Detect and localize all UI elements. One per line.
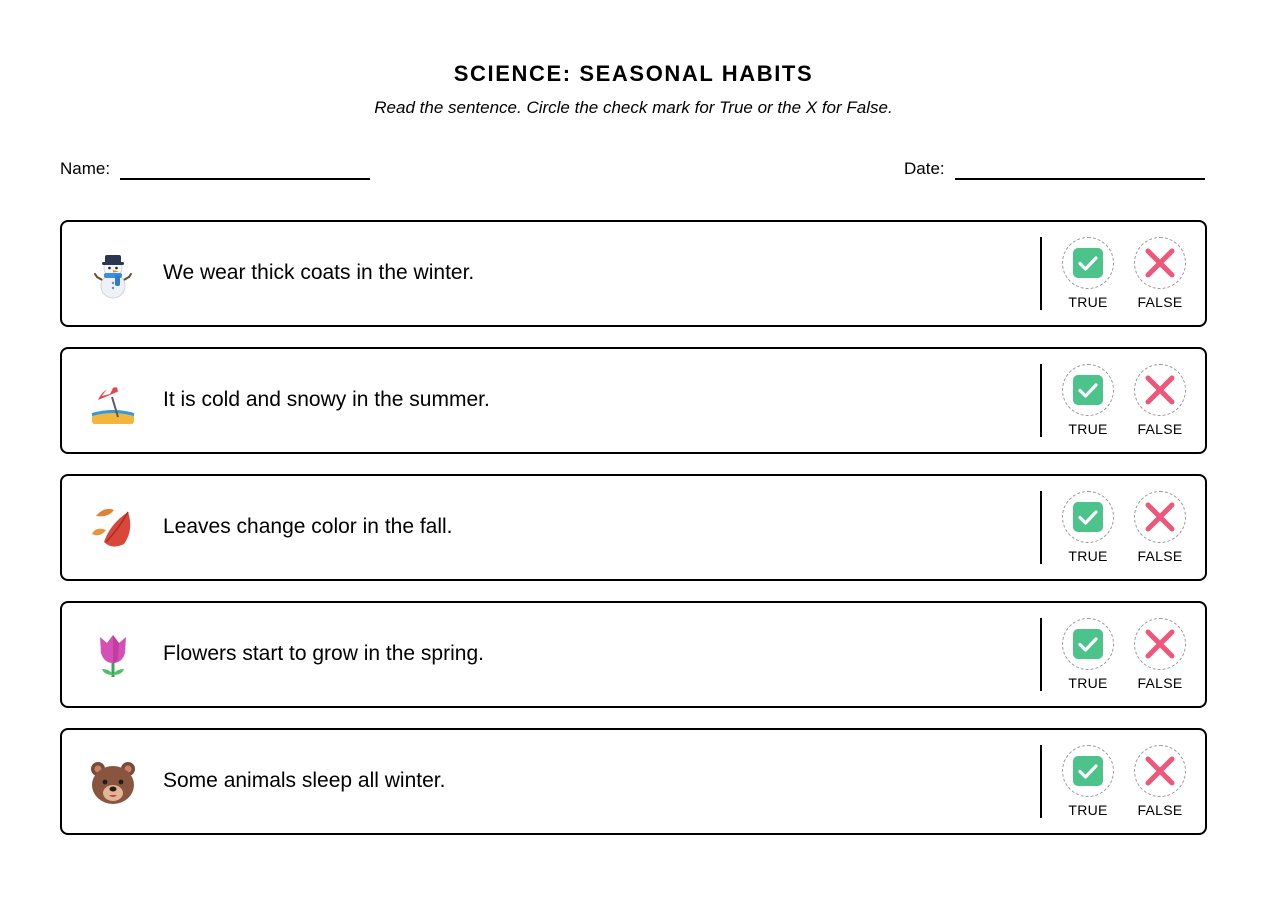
true-label: TRUE [1068,294,1108,310]
check-mark-icon [1072,628,1104,660]
x-mark-icon [1144,247,1176,279]
false-choice[interactable] [1133,491,1187,564]
false-label: FALSE [1137,294,1183,310]
false-answer-circle[interactable] [1134,745,1186,797]
false-label: FALSE [1137,675,1183,691]
true-answer-circle[interactable] [1062,745,1114,797]
name-label: Name: [60,159,111,178]
bear-face-icon [88,758,138,808]
tulip-icon [88,631,138,681]
snowman-icon [88,250,138,300]
x-mark-icon [1144,628,1176,660]
date-field[interactable] [904,158,1205,180]
true-label: TRUE [1068,802,1108,818]
true-choice[interactable] [1061,491,1115,564]
false-answer-circle[interactable] [1134,491,1186,543]
answer-divider [1040,237,1042,310]
false-answer-circle[interactable] [1134,364,1186,416]
check-mark-icon [1072,501,1104,533]
answer-divider [1040,618,1042,691]
true-label: TRUE [1068,421,1108,437]
true-answer-circle[interactable] [1062,364,1114,416]
statement-text: Some animals sleep all winter. [163,769,446,792]
true-choice[interactable] [1061,745,1115,818]
true-choice[interactable] [1061,237,1115,310]
true-choice[interactable] [1061,364,1115,437]
date-blank-line[interactable] [955,160,1205,180]
false-choice[interactable] [1133,618,1187,691]
name-field[interactable] [60,158,370,180]
x-mark-icon [1144,374,1176,406]
statement-item [60,347,1207,454]
statement-item [60,728,1207,835]
statement-list [60,220,1207,855]
false-choice[interactable] [1133,237,1187,310]
check-mark-icon [1072,755,1104,787]
true-answer-circle[interactable] [1062,491,1114,543]
false-answer-circle[interactable] [1134,618,1186,670]
statement-text: We wear thick coats in the winter. [163,261,475,284]
statement-item [60,474,1207,581]
check-mark-icon [1072,247,1104,279]
worksheet-title: SCIENCE: SEASONAL HABITS [453,61,814,86]
true-label: TRUE [1068,548,1108,564]
false-label: FALSE [1137,548,1183,564]
true-answer-circle[interactable] [1062,237,1114,289]
date-label: Date: [904,159,945,178]
true-answer-circle[interactable] [1062,618,1114,670]
x-mark-icon [1144,755,1176,787]
false-choice[interactable] [1133,364,1187,437]
statement-text: It is cold and snowy in the summer. [163,388,490,411]
answer-divider [1040,364,1042,437]
true-label: TRUE [1068,675,1108,691]
false-answer-circle[interactable] [1134,237,1186,289]
true-choice[interactable] [1061,618,1115,691]
answer-divider [1040,745,1042,818]
statement-item [60,601,1207,708]
statement-text: Flowers start to grow in the spring. [163,642,484,665]
beach-umbrella-icon [88,377,138,427]
fallen-leaves-icon [88,504,138,554]
false-label: FALSE [1137,421,1183,437]
statement-text: Leaves change color in the fall. [163,515,453,538]
statement-item [60,220,1207,327]
answer-divider [1040,491,1042,564]
x-mark-icon [1144,501,1176,533]
check-mark-icon [1072,374,1104,406]
name-blank-line[interactable] [120,160,370,180]
false-choice[interactable] [1133,745,1187,818]
worksheet-instructions: Read the sentence. Circle the check mark for True or the X for False. [374,98,893,117]
false-label: FALSE [1137,802,1183,818]
